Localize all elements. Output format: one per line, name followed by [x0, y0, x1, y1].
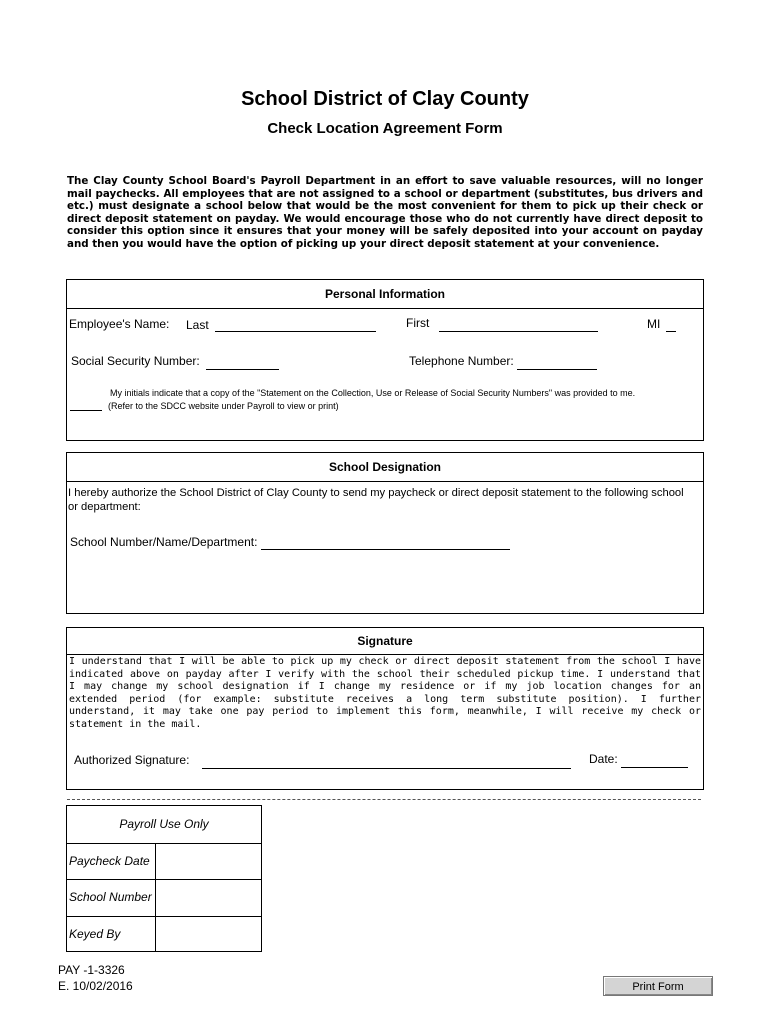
paycheck-date-field[interactable] [155, 843, 261, 879]
form-number: PAY -1-3326 [58, 963, 125, 977]
intro-paragraph: The Clay County School Board's Payroll Department in an effort to save valuable resources, will no longer mail paychecks. All employees that are not assigned to a school or department (substitutes, bus drivers and etc.) must designate a school below that would be the most convenient for them to pick up their check or direct deposit statement on payday. We would encourage those who do not currently have direct deposit to consider this option since it ensures that your money will be safely deposited into your account on payday and then you would have the option of picking up your direct deposit statement at your convenience. [67, 175, 703, 250]
middle-initial-label: MI [647, 317, 661, 331]
signature-section [66, 627, 704, 790]
personal-information-heading: Personal Information [67, 280, 703, 309]
telephone-field[interactable] [517, 369, 597, 370]
payroll-row-school-number [67, 879, 261, 917]
form-subtitle: Check Location Agreement Form [267, 120, 503, 137]
cut-line-divider [67, 799, 701, 800]
authorized-signature-field[interactable] [202, 768, 571, 769]
last-name-label: Last [186, 318, 209, 332]
ssn-label: Social Security Number: [71, 354, 200, 368]
form-edition-date: E. 10/02/2016 [58, 979, 133, 993]
page-title: School District of Clay County [241, 88, 529, 110]
school-designation-section [66, 452, 704, 614]
employee-name-label: Employee's Name: [69, 317, 170, 331]
school-designation-heading: School Designation [67, 453, 703, 482]
payroll-use-only-table [66, 805, 262, 952]
payroll-row-paycheck-date [67, 843, 261, 880]
payroll-row-keyed-by [67, 916, 261, 952]
school-number-label: School Number [69, 890, 152, 904]
print-form-button[interactable]: Print Form [603, 976, 713, 996]
signature-agreement-text: I understand that I will be able to pick up my check or direct deposit statement from the school I have indicated above on payday after I verify with the school their scheduled pickup time. I understand that I may change my school designation if I change my residence or if my job location changes for an extended period (for example: substitute receives a long term substitute position). I further understand, it may take one pay period to implement this form, meanwhile, I will receive my check or statement in the mail. [69, 656, 701, 730]
middle-initial-field[interactable] [666, 331, 676, 332]
date-field[interactable] [621, 767, 688, 768]
initials-field[interactable] [70, 410, 102, 411]
initials-statement: My initials indicate that a copy of the "Statement on the Collection, Use or Release of Social Security Numbers" was provided to me. [110, 388, 636, 398]
last-name-field[interactable] [215, 331, 376, 332]
paycheck-date-label: Paycheck Date [69, 854, 150, 868]
telephone-label: Telephone Number: [409, 354, 514, 368]
first-name-label: First [406, 316, 430, 330]
school-authorization-text: I hereby authorize the School District of Clay County to send my paycheck or direct deposit statement to the following school or department: [68, 487, 684, 513]
date-label: Date: [589, 752, 618, 766]
ssn-field[interactable] [206, 369, 279, 370]
personal-information-section [66, 279, 704, 441]
payroll-use-only-heading: Payroll Use Only [67, 806, 261, 844]
initials-statement-note: (Refer to the SDCC website under Payroll to view or print) [108, 401, 339, 411]
first-name-field[interactable] [439, 331, 598, 332]
school-field-label: School Number/Name/Department: [70, 535, 258, 549]
signature-heading: Signature [67, 628, 703, 655]
school-number-name-field[interactable] [261, 549, 510, 550]
authorized-signature-label: Authorized Signature: [74, 753, 190, 767]
keyed-by-field[interactable] [155, 916, 261, 952]
school-number-field[interactable] [155, 879, 261, 916]
keyed-by-label: Keyed By [69, 927, 121, 941]
